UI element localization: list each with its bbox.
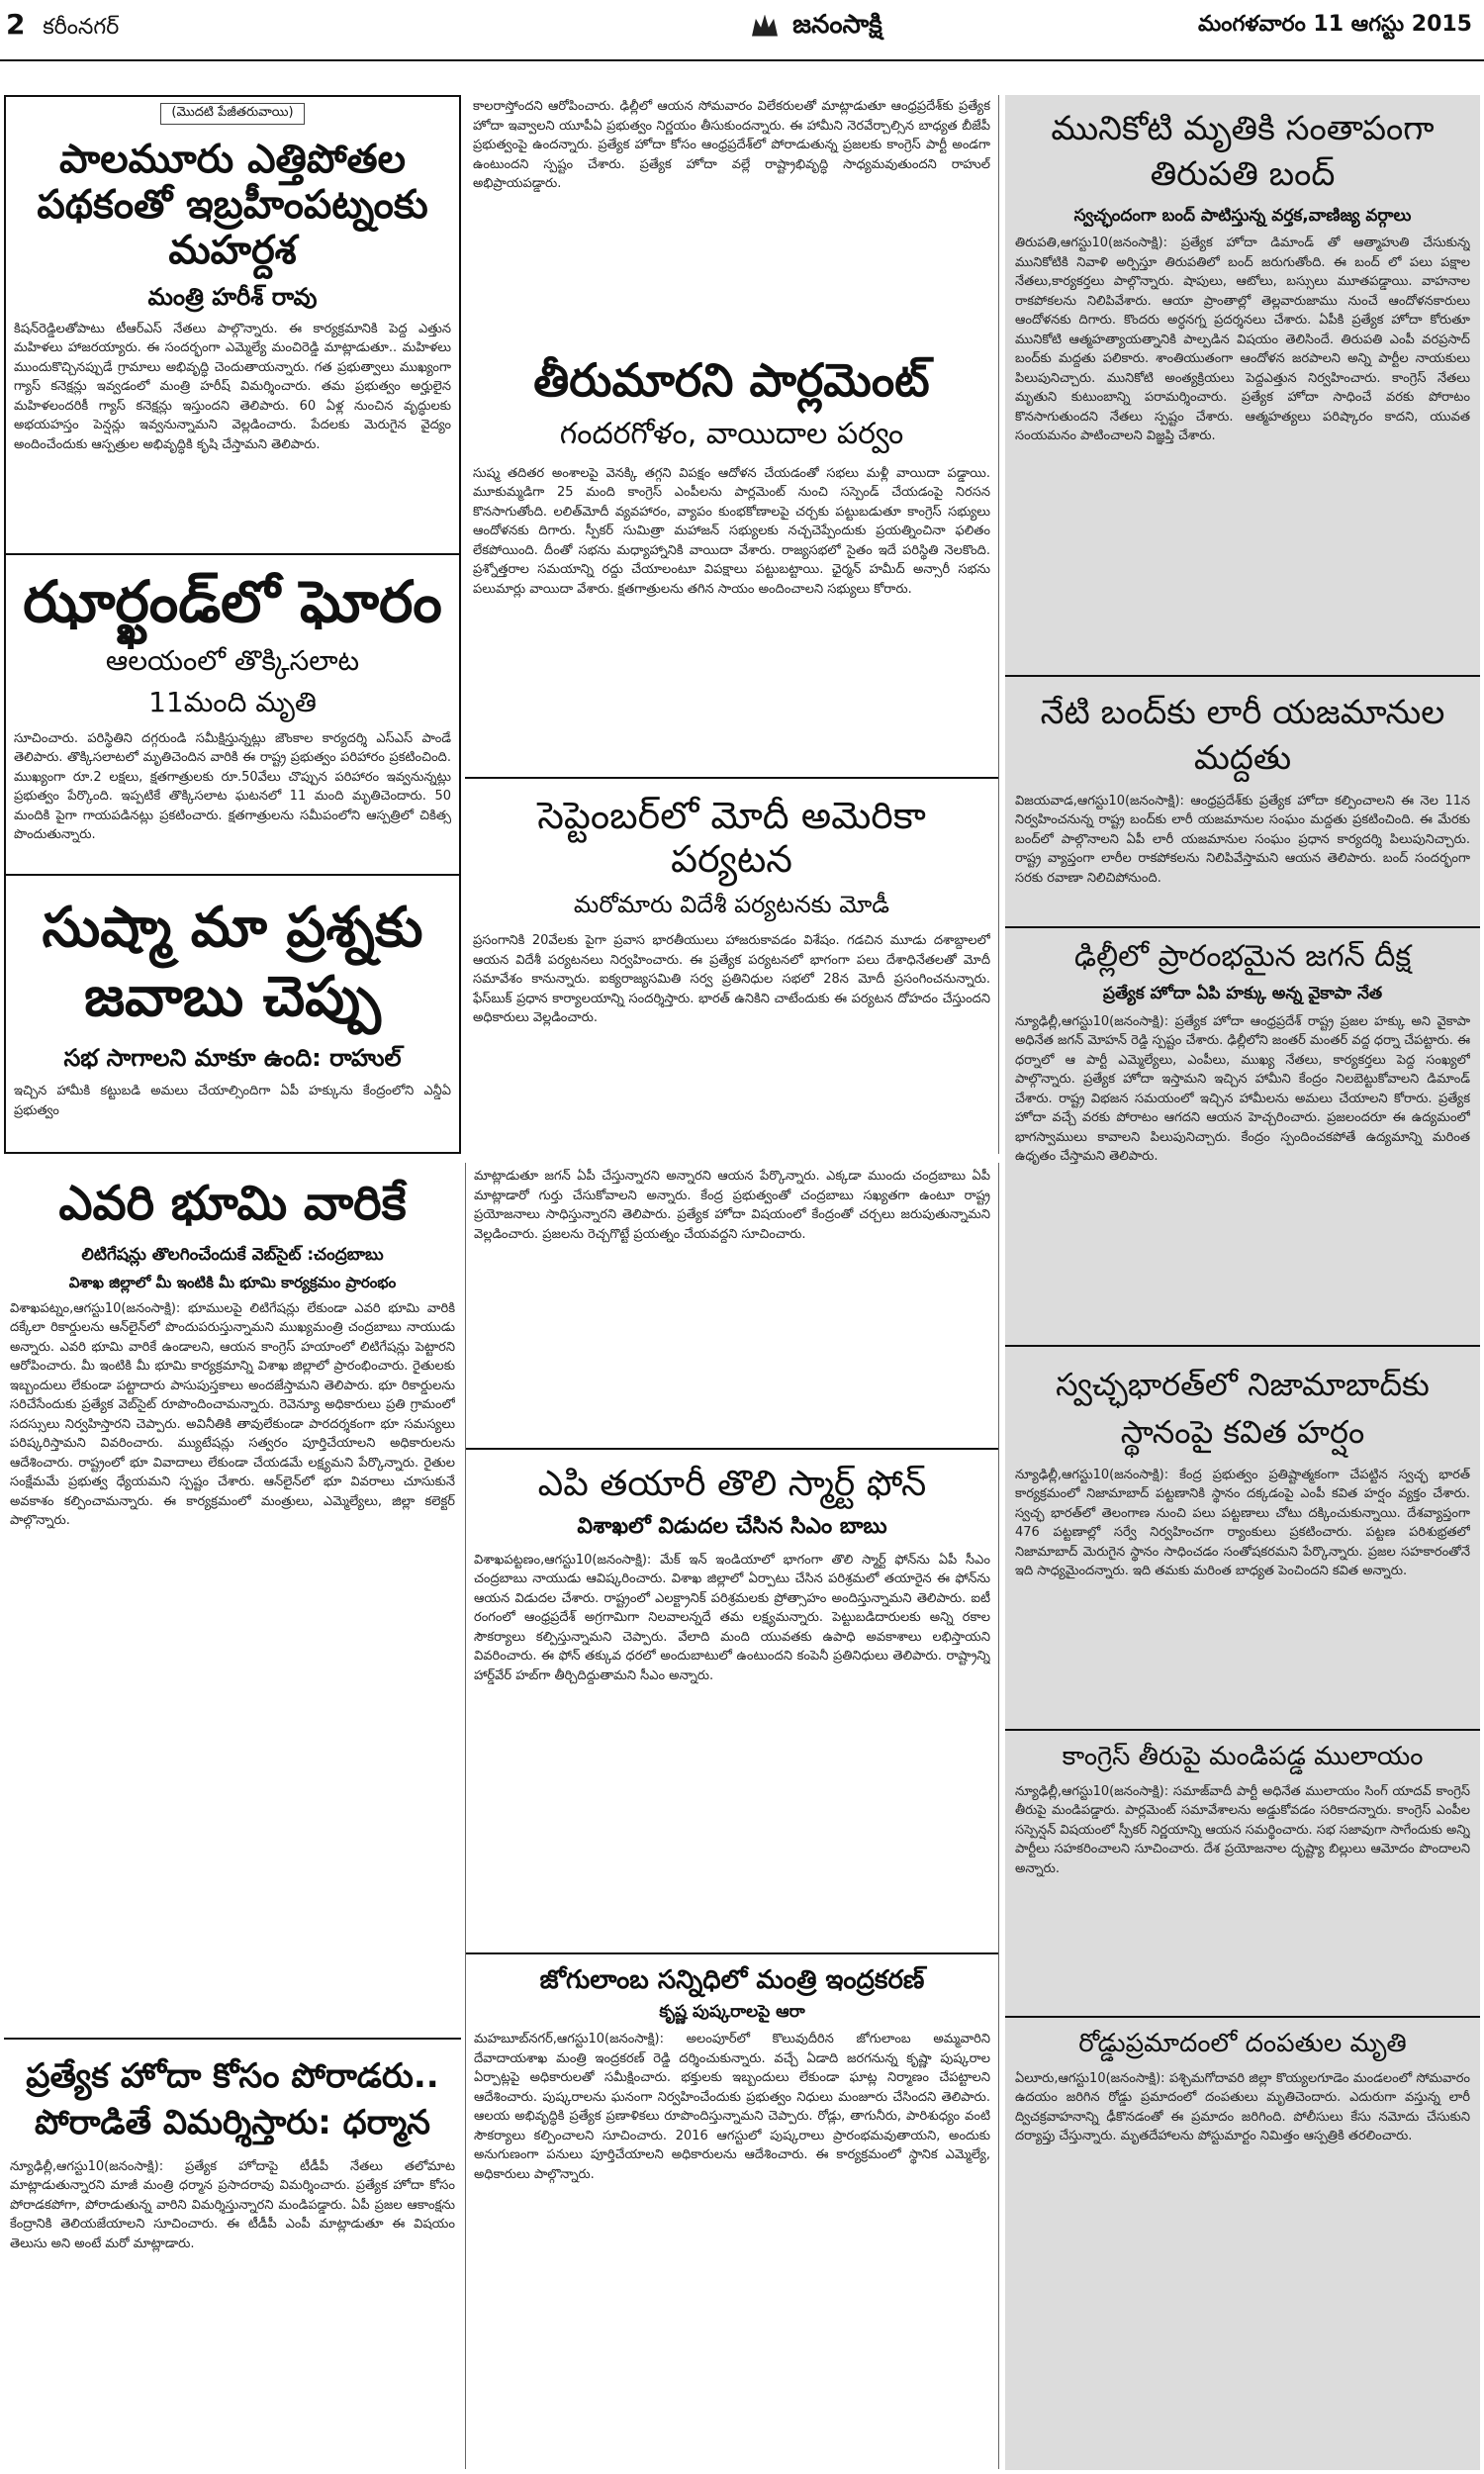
- jagan-headline: ఢిల్లీలో ప్రారంభమైన జగన్ దీక్ష: [1073, 938, 1412, 974]
- smartphone-headline: ఎపి తయారీ తొలి స్మార్ట్ ఫోన్: [537, 1464, 927, 1504]
- munikoti-subhead: స్వచ్ఛందంగా బంద్ పాటిస్తున్న వర్తక,వాణిజ్య వర్గాలు: [1073, 205, 1412, 226]
- jharkhand-subhead-1: ఆలయంలో తొక్కిసలాట: [105, 644, 360, 678]
- sushma-subhead: సభ సాగాలని మాకూ ఉంది: రాహుల్: [63, 1043, 402, 1072]
- bottom-middle-column: [465, 1163, 999, 2469]
- smartphone-body: విశాఖపట్టణం,ఆగస్టు10(జనంసాక్షి): మేక్ ఇన్ ఇండియాలో భాగంగా తొలి స్మార్ట్ ఫోన్‌ను ఏపీ సీఎం చంద్రబాబు నాయుడు ఆవిష్కరించారు. విశాఖ జిల్లాలో ఏర్పాటు చేసిన పరిశ్రమలో తయారైన ఈ ఫోన్‌ను ఆయన విడుదల చేశారు. రాష్ట్రంలో ఎలక్ట్రానిక్ పరిశ్రమలకు ప్రోత్సాహం అందిస్తున్నామని తెలిపారు. ఐటీ రంగంలో ఆంధ్రప్రదేశ్ అగ్రగామిగా నిలవాలన్నదే తమ లక్ష్యమన్నారు. పెట్టుబడిదారులకు అన్ని రకాల సౌకర్యాలు కల్పిస్తున్నామని చెప్పారు. వేలాది మంది యువతకు ఉపాధి అవకాశాలు లభిస్తాయని వివరించారు. ఈ ఫోన్ తక్కువ ధరలో అందుబాటులో ఉంటుందని కంపెనీ ప్రతినిధులు తెలిపారు. రాష్ట్రాన్ని హార్డ్‌వేర్ హబ్‌గా తీర్చిదిద్దుతామని సీఎం అన్నారు.: [474, 1552, 990, 1683]
- accident-body: ఏలూరు,ఆగస్టు10(జనంసాక్షి): పశ్చిమగోదావరి జిల్లా కొయ్యలగూడెం మండలంలో సోమవారం ఉదయం జరిగిన రోడ్డు ప్రమాదంలో దంపతులు మృతిచెందారు. ఎదురుగా వస్తున్న లారీ ద్విచక్రవాహనాన్ని ఢీకొనడంతో ఈ ప్రమాదం జరిగింది. పోలీసులు కేసు నమోదు చేసుకుని దర్యాప్తు చేస్తున్నారు. మృతదేహాలను పోస్టుమార్టం నిమిత్తం ఆస్పత్రికి తరలించారు.: [1015, 2070, 1470, 2144]
- accident-headline: రోడ్డుప్రమాదంలో దంపతుల మృతి: [1078, 2028, 1407, 2058]
- bottom-left-column: [4, 1163, 461, 2469]
- issue-date: మంగళవారం 11 ఆగస్టు 2015: [1198, 12, 1472, 37]
- jharkhand-subhead-2: 11మంది మృతి: [148, 686, 317, 719]
- munikoti-headline: మునికోటి మృతికి సంతాపంగా తిరుపతి బంద్: [1051, 109, 1435, 194]
- right-column: [1005, 95, 1480, 2470]
- bhoomi-subhead-2: విశాఖ జిల్లాలో మీ ఇంటికి మీ భూమి కార్యక్రమం ప్రారంభం: [68, 1273, 397, 1291]
- edition-name: కరీంనగర్: [43, 15, 120, 40]
- left-column-box: [4, 95, 461, 1154]
- paper-name: జనంసాక్షి: [792, 10, 882, 40]
- parliament-subhead: గందరగోళం, వాయిదాల పర్వం: [559, 416, 904, 451]
- masthead: [0, 0, 1484, 61]
- rahul-continuation-body: కాలరాస్తోందని ఆరోపించారు. ఢిల్లీలో ఆయన సోమవారం విలేకరులతో మాట్లాడుతూ ఆంధ్రప్రదేశ్‌కు ప్రత్యేక హోదా ఇవ్వాలని యూపీఏ ప్రభుత్వం నిర్ణయం తీసుకుందన్నారు. ఈ హామీని నెరవేర్చాల్సిన బాధ్యత బీజేపీ ప్రభుత్వంపై ఉందన్నారు. ప్రత్యేక హోదా కోసం ఆంధ్రప్రదేశ్‌లో పోరాడుతున్న ప్రజలకు కాంగ్రెస్ పార్టీ అండగా ఉంటుందని స్పష్టం చేశారు. ప్రత్యేక హోదా వల్లే రాష్ట్రాభివృద్ధి సాధ్యమవుతుందని రాహుల్ అభిప్రాయపడ్డారు.: [473, 99, 990, 191]
- lorry-headline: నేటి బంద్‌కు లారీ యజమానుల మద్దతు: [1040, 693, 1445, 779]
- dharmana-headline: ప్రత్యేక హోదా కోసం పోరాడరు.. పోరాడితే విమర్శిస్తారు: ధర్మాన: [26, 2055, 439, 2143]
- page-number: 2: [6, 8, 26, 41]
- jogulamba-body: మహబూబ్‌నగర్,ఆగస్టు10(జనంసాక్షి): అలంపూర్‌లో కొలువుదీరిన జోగులాంబ అమ్మవారిని దేవాదాయశాఖ మంత్రి ఇంద్రకరణ్ రెడ్డి దర్శించుకున్నారు. వచ్చే ఏడాది జరగనున్న కృష్ణా పుష్కరాల ఏర్పాట్లపై అధికారులతో సమీక్షించారు. భక్తులకు ఇబ్బందులు లేకుండా ఘాట్ల నిర్మాణం చేపట్టాలని ఆదేశించారు. పుష్కరాలను ఘనంగా నిర్వహించేందుకు ప్రభుత్వం నిధులు మంజూరు చేసిందని తెలిపారు. ఆలయ అభివృద్ధికి ప్రత్యేక ప్రణాళికలు రూపొందిస్తున్నామని చెప్పారు. రోడ్లు, తాగునీరు, పారిశుధ్యం వంటి సౌకర్యాలు కల్పించాలని సూచించారు. 2016 ఆగస్టులో పుష్కరాలు ప్రారంభమవుతాయని, అందుకు అనుగుణంగా పనులు పూర్తిచేయాలని అధికారులను ఆదేశించారు. ఈ కార్యక్రమంలో స్థానిక ఎమ్మెల్యే, అధికారులు పాల్గొన్నారు.: [474, 2032, 990, 2182]
- parliament-headline: తీరుమారని పార్లమెంట్: [533, 353, 930, 407]
- mulayam-body: న్యూఢిల్లీ,ఆగస్టు10(జనంసాక్షి): సమాజ్‌వాదీ పార్టీ అధినేత ములాయం సింగ్ యాదవ్ కాంగ్రెస్ తీరుపై మండిపడ్డారు. పార్లమెంట్ సమావేశాలను అడ్డుకోవడం సరికాదన్నారు. కాంగ్రెస్ ఎంపీల సస్పెన్షన్ విషయంలో స్పీకర్ నిర్ణయాన్ని ఆయన సమర్థించారు. సభ సజావుగా సాగేందుకు అన్ని పార్టీలు సహకరించాలని సూచించారు. దేశ ప్రయోజనాల దృష్ట్యా బిల్లులు ఆమోదం పొందాలని అన్నారు.: [1015, 1783, 1470, 1876]
- bhoomi-headline: ఎవరి భూమి వారికే: [58, 1176, 407, 1231]
- munikoti-body: తిరుపతి,ఆగస్టు10(జనంసాక్షి): ప్రత్యేక హోదా డిమాండ్ తో ఆత్మాహుతి చేసుకున్న మునికోటికి నివాళి అర్పిస్తూ తిరుపతిలో బంద్ జరుగుతోంది. ఈ బంద్ లో పలు పక్షాల నేతలు,కార్యకర్తలు పాల్గొన్నారు. షాపులు, ఆటోలు, బస్సులు మూతపడ్డాయి. వాహనాల రాకపోకలను నిలిపివేశారు. ఆయా ప్రాంతాల్లో తెల్లవారుజాము నుంచే ఆందోళనకారులు ఆందోళనకు దిగారు. కొందరు అర్ధనగ్న ప్రదర్శనలు చేశారు. ఏపీకి ప్రత్యేక హోదా కోరుతూ మునికోటి ఆత్మహత్యాయత్నానికి పాల్పడిన విషయం తెలిసిందే. తిరుపతి ఎంపీ వరప్రసాద్ బంద్‌కు మద్దతు పలికారు. శాంతియుతంగా ఆందోళన జరపాలని అన్ని పార్టీల నాయకులు పిలుపునిచ్చారు. మునికోటి అంత్యక్రియలు పెద్దఎత్తున నిర్వహించారు. కాంగ్రెస్ నేతలు మృతుని కుటుంబాన్ని పరామర్శించారు. ప్రత్యేక హోదా సాధించే వరకు పోరాటం కొనసాగుతుందని నేతలు స్పష్టం చేశారు. ఆత్మహత్యలు పరిష్కారం కాదని, యువత సంయమనం పాటించాలని విజ్ఞప్తి చేశారు.: [1015, 236, 1470, 444]
- smartphone-subhead: విశాఖలో విడుదల చేసిన సిఎం బాబు: [577, 1514, 887, 1540]
- parliament-body: సుష్మ తదితర అంశాలపై వెనక్కి తగ్గని విపక్షం ఆదోళన చేయడంతో సభలు మళ్లీ వాయిదా పడ్డాయి. మూకుమ్మడిగా 25 మంది కాంగ్రెస్ ఎంపీలను పార్లమెంట్ నుంచి సస్పెండ్ చేయడంపై నిరసన కొనసాగుతోంది. లలిత్‌మోదీ వ్యవహారం, వ్యాపం కుంభకోణాలపై చర్చకు పట్టుబడుతూ కాంగ్రెస్ సభ్యులు ఆందోళనకు దిగారు. స్పీకర్ సుమిత్రా మహాజన్ సభ్యులకు నచ్చచెప్పేందుకు ప్రయత్నించినా ఫలితం లేకపోయింది. దీంతో సభను మధ్యాహ్నానికి వాయిదా వేశారు. రాజ్యసభలో సైతం ఇదే పరిస్థితి నెలకొంది. ప్రశ్నోత్తరాల సమయాన్ని రద్దు చేయాలంటూ విపక్షాలు పట్టుబట్టాయి. ఛైర్మన్ హమీద్ అన్సారీ సభను పలుమార్లు వాయిదా వేశారు. క్షతగాత్రులను తగిన సాయం అందించాలని సభ్యులు కోరారు.: [473, 465, 990, 597]
- sushma-headline: సుష్మా మా ప్రశ్నకు జవాబు చెప్పు: [42, 895, 423, 1029]
- sushma-body: ఇచ్చిన హామీకి కట్టుబడి అమలు చేయాల్సిందిగా ఏపీ హక్కును కేంద్రంలోని ఎన్డీఏ ప్రభుత్వం: [14, 1084, 451, 1118]
- paper-logo: [752, 10, 882, 46]
- jagan-subhead: ప్రత్యేక హోదా ఏపి హక్కు అన్న వైకాపా నేత: [1102, 984, 1383, 1004]
- mulayam-headline: కాంగ్రెస్ తీరుపై మండిపడ్డ ములాయం: [1062, 1741, 1424, 1771]
- jagan-body: న్యూఢిల్లీ,ఆగస్టు10(జనంసాక్షి): ప్రత్యేక హోదా ఆంధ్రప్రదేశ్ రాష్ట్ర ప్రజల హక్కు అని వైకాపా అధినేత జగన్ మోహన్ రెడ్డి స్పష్టం చేశారు. ఢిల్లీలోని జంతర్ మంతర్ వద్ద ధర్నా చేపట్టారు. ఈ ధర్నాలో ఆ పార్టీ ఎమ్మెల్యేలు, ఎంపీలు, ముఖ్య నేతలు, కార్యకర్తలు పెద్ద సంఖ్యలో పాల్గొన్నారు. ప్రత్యేక హోదా ఇస్తామని ఇచ్చిన హామీని కేంద్రం నిలబెట్టుకోవాలని డిమాండ్ చేశారు. రాష్ట్ర విభజన సమయంలో ఇచ్చిన హామీలను అమలు చేయాలని కోరారు. ప్రత్యేక హోదా వచ్చే వరకు పోరాటం ఆగదని ఆయన హెచ్చరించారు. ప్రజలందరూ ఈ ఉద్యమంలో భాగస్వాములు కావాలని పిలుపునిచ్చారు. కేంద్రం స్పందించకపోతే ఉద్యమాన్ని మరింత ఉధృతం చేస్తామని తెలిపారు.: [1015, 1013, 1470, 1165]
- crown-logo-icon: [752, 15, 778, 37]
- modi-us-body: ప్రసంగానికి 20వేలకు పైగా ప్రవాస భారతీయులు హాజరుకావడం విశేషం. గడచిన మూడు దశాబ్దాలలో ఆయన విదేశీ పర్యటనలు నిర్వహించారు. ఈ ప్రత్యేక పర్యటనలో భాగంగా పలు దేశాధినేతలతో మోదీ సమావేశం కానున్నారు. ఐక్యరాజ్యసమితి సర్వ ప్రతినిధుల సభలో 28న మోదీ ప్రసంగించనున్నారు. ఫేస్‌బుక్ ప్రధాన కార్యాలయాన్ని సందర్శిస్తారు. భారత్ ఉనికిని చాటేందుకు ఈ పర్యటన దోహదం చేస్తుందని అధికారులు వెల్లడించారు.: [473, 933, 990, 1026]
- palamuru-body: కిషన్‌రెడ్డిలతోపాటు టీఆర్‌ఎస్ నేతలు పాల్గొన్నారు. ఈ కార్యక్రమానికి పెద్ద ఎత్తున మహిళలు హాజరయ్యారు. ఈ సందర్భంగా ఎమ్మెల్యే మంచిరెడ్డి మాట్లాడుతూ.. మహిళలు ముందుకొచ్చినప్పుడే గ్రామాలు అభివృద్ధి చెందుతాయన్నారు. గత ప్రభుత్వాలు ముఖ్యంగా గ్యాస్ కనెక్షన్లు ఇవ్వడంలో మంత్రి హరీష్ విమర్శించారు. తమ ప్రభుత్వం అర్హులైన మహిళలందరికీ గ్యాస్ కనెక్షన్లు ఇస్తుందని తెలిపారు. 60 ఏళ్ల నుంచిన వృద్ధులకు అభయహస్తం పెన్షన్లు ఇవ్వనున్నామని వెల్లడించారు. పేదలకు మెరుగైన వైద్యం అందించేందుకు ఆస్పత్రుల అభివృద్ధికి కృషి చేస్తామని తెలిపారు.: [14, 321, 451, 452]
- continuation-kicker: (మొదటి పేజీతరువాయి): [160, 103, 304, 125]
- middle-column-top: [465, 95, 999, 1154]
- bhoomi-subhead: లిటిగేషన్లు తొలగించేందుకే వెబ్‌సైట్ :చంద్రబాబు: [81, 1245, 384, 1266]
- palamuru-subhead: మంత్రి హరీశ్ రావు: [147, 283, 318, 311]
- modi-us-headline: సెప్టెంబర్‌లో మోదీ అమెరికా పర్యటన: [537, 793, 926, 881]
- page-info: [6, 8, 119, 45]
- jharkhand-body: సూచించారు. పరిస్థితిని దగ్గరుండి సమీక్షిస్తున్నట్లు జౌంకాల కార్యదర్శి ఎస్‌ఎస్ పాండే తెలిపారు. తొక్కిసలాటలో మృతిచెందిన వారికి ఈ రాష్ట్ర ప్రభుత్వం పరిహారం ప్రకటించింది. ముఖ్యంగా రూ.2 లక్షలు, క్షతగాత్రులకు రూ.50వేలు చొప్పున పరిహారం ఇవ్వనున్నట్లు ప్రభుత్వం పేర్కొంది. ఇప్పటికే తొక్కిసలాట ఘటనలో 11 మంది మృతిచెందారు. 50 మందికి పైగా గాయపడినట్లు ప్రకటించారు. క్షతగాత్రులను సమీపంలోని ఆస్పత్రిలో చికిత్స పొందుతున్నారు.: [14, 730, 451, 843]
- dharmana-body: న్యూఢిల్లీ,ఆగస్టు10(జనంసాక్షి): ప్రత్యేక హోదాపై టీడీపీ నేతలు తలోమాట మాట్లాడుతున్నారని మాజీ మంత్రి ధర్మాన ప్రసాదరావు విమర్శించారు. ప్రత్యేక హోదా కోసం పోరాడకపోగా, పోరాడుతున్న వారిని విమర్శిస్తున్నారని మండిపడ్డారు. ఏపీ ప్రజల ఆకాంక్షను కేంద్రానికి తెలియజేయాలని సూచించారు. ఈ టీడీపీ ఎంపీ మాట్లాడుతూ ఈ విషయం తెలుసు అని అంటే మరో మాట్లాడారు.: [10, 2158, 455, 2251]
- jogulamba-subhead: కృష్ణ పుష్కరాలపై ఆరా: [659, 2001, 805, 2022]
- jogulamba-headline: జోగులాంబ సన్నిధిలో మంత్రి ఇంద్రకరణ్: [539, 1964, 925, 1995]
- kavitha-body: న్యూఢిల్లీ,ఆగస్టు10(జనంసాక్షి): కేంద్ర ప్రభుత్వం ప్రతిష్టాత్మకంగా చేపట్టిన స్వచ్ఛ భారత్ కార్యక్రమంలో నిజామాబాద్ పట్టణానికి స్థానం దక్కడంపై ఎంపీ కవిత హర్షం వ్యక్తం చేశారు. స్వచ్ఛ భారత్‌లో తెలంగాణ నుంచి పలు పట్టణాలు చోటు దక్కించుకున్నాయి. దేశవ్యాప్తంగా 476 పట్టణాల్లో సర్వే నిర్వహించగా ర్యాంకులు ప్రకటించారు. పట్టణ పరిశుభ్రతలో నిజామాబాద్ మెరుగైన స్థానం సాధించడం సంతోషకరమని పేర్కొన్నారు. ప్రజల సహకారంతోనే ఇది సాధ్యమైందన్నారు. ఇది తమకు మరింత బాధ్యత పెంచిందని కవిత అన్నారు.: [1015, 1467, 1470, 1579]
- kavitha-headline: స్వచ్ఛభారత్‌లో నిజామాబాద్‌కు స్థానంపై కవిత హర్షం: [1056, 1365, 1430, 1451]
- bhoomi-body: విశాఖపట్నం,ఆగస్టు10(జనంసాక్షి): భూములపై లిటిగేషన్లు లేకుండా ఎవరి భూమి వారికి దక్కేలా రికార్డులను ఆన్‌లైన్‌లో పొందుపరుస్తున్నామని ముఖ్యమంత్రి చంద్రబాబు నాయుడు అన్నారు. ఎవరి భూమి వారికే ఉండాలని, ఆయన కాంగ్రెస్ హయాంలో లిటిగేషన్లు పెట్టారని ఆరోపించారు. మీ ఇంటికి మీ భూమి కార్యక్రమాన్ని విశాఖ జిల్లాలో ప్రారంభించారు. రైతులకు ఇబ్బందులు లేకుండా పట్టాదారు పాసుపుస్తకాలు అందజేస్తామని తెలిపారు. భూ రికార్డులను సరిచేసేందుకు ప్రత్యేక వెబ్‌సైట్ రూపొందించామన్నారు. రెవెన్యూ అధికారులు ప్రతి గ్రామంలో సదస్సులు నిర్వహిస్తారని చెప్పారు. అవినీతికి తావులేకుండా పారదర్శకంగా భూ సమస్యలు పరిష్కరిస్తామని వివరించారు. మ్యుటేషన్లు సత్వరం పూర్తిచేయాలని అధికారులను ఆదేశించారు. రాష్ట్రంలో భూ వివాదాలు లేకుండా చేయడమే లక్ష్యమని పేర్కొన్నారు. రైతుల సంక్షేమమే ప్రభుత్వ ధ్యేయమని స్పష్టం చేశారు. ఆన్‌లైన్‌లో భూ వివరాలు చూసుకునే అవకాశం కల్పించామన్నారు. ఈ కార్యక్రమంలో మంత్రులు, ఎమ్మెల్యేలు, జిల్లా కలెక్టర్ పాల్గొన్నారు.: [10, 1300, 455, 1529]
- palamuru-headline: పాలమూరు ఎత్తిపోతల పథకంతో ఇబ్రహీంపట్నంకు మహర్దశ: [37, 137, 428, 273]
- modi-us-subhead: మరోమారు విదేశీ పర్యటనకు మోడీ: [573, 891, 890, 919]
- jharkhand-headline: ఝార్ఖండ్‌లో ఘోరం: [23, 567, 442, 635]
- lorry-body: విజయవాడ,ఆగస్టు10(జనంసాక్షి): ఆంధ్రప్రదేశ్‌కు ప్రత్యేక హోదా కల్పించాలని ఈ నెల 11న నిర్వహించనున్న రాష్ట్ర బంద్‌కు లారీ యజమానుల సంఘం మద్దతు ప్రకటించింది. ఈ మేరకు బంద్‌లో పాల్గొనాలని ఏపీ లారీ యజమానుల సంఘం ప్రధాన కార్యదర్శి పిలుపునిచ్చారు. రాష్ట్ర వ్యాప్తంగా లారీల రాకపోకలను నిలిపివేస్తామని ఆయన తెలిపారు. బంద్ సందర్భంగా సరకు రవాణా నిలిచిపోనుంది.: [1015, 793, 1470, 886]
- bhoomi-continuation-body: మాట్లాడుతూ జగన్ ఏపీ చేస్తున్నారని అన్నారని ఆయన పేర్కొన్నారు. ఎక్కడా ముందు చంద్రబాబు ఏపీ మాట్లాడారో గుర్తు చేసుకోవాలని అన్నారు. కేంద్ర ప్రభుత్వంతో చంద్రబాబు సఖ్యతగా ఉంటూ రాష్ట్ర ప్రయోజనాలు సాధిస్తున్నారని తెలిపారు. ప్రత్యేక హోదా విషయంలో కేంద్రంతో చర్చలు జరుపుతున్నామని వెల్లడించారు. ప్రజలను రెచ్చగొట్టే ప్రయత్నం చేయవద్దని సూచించారు.: [474, 1169, 990, 1242]
